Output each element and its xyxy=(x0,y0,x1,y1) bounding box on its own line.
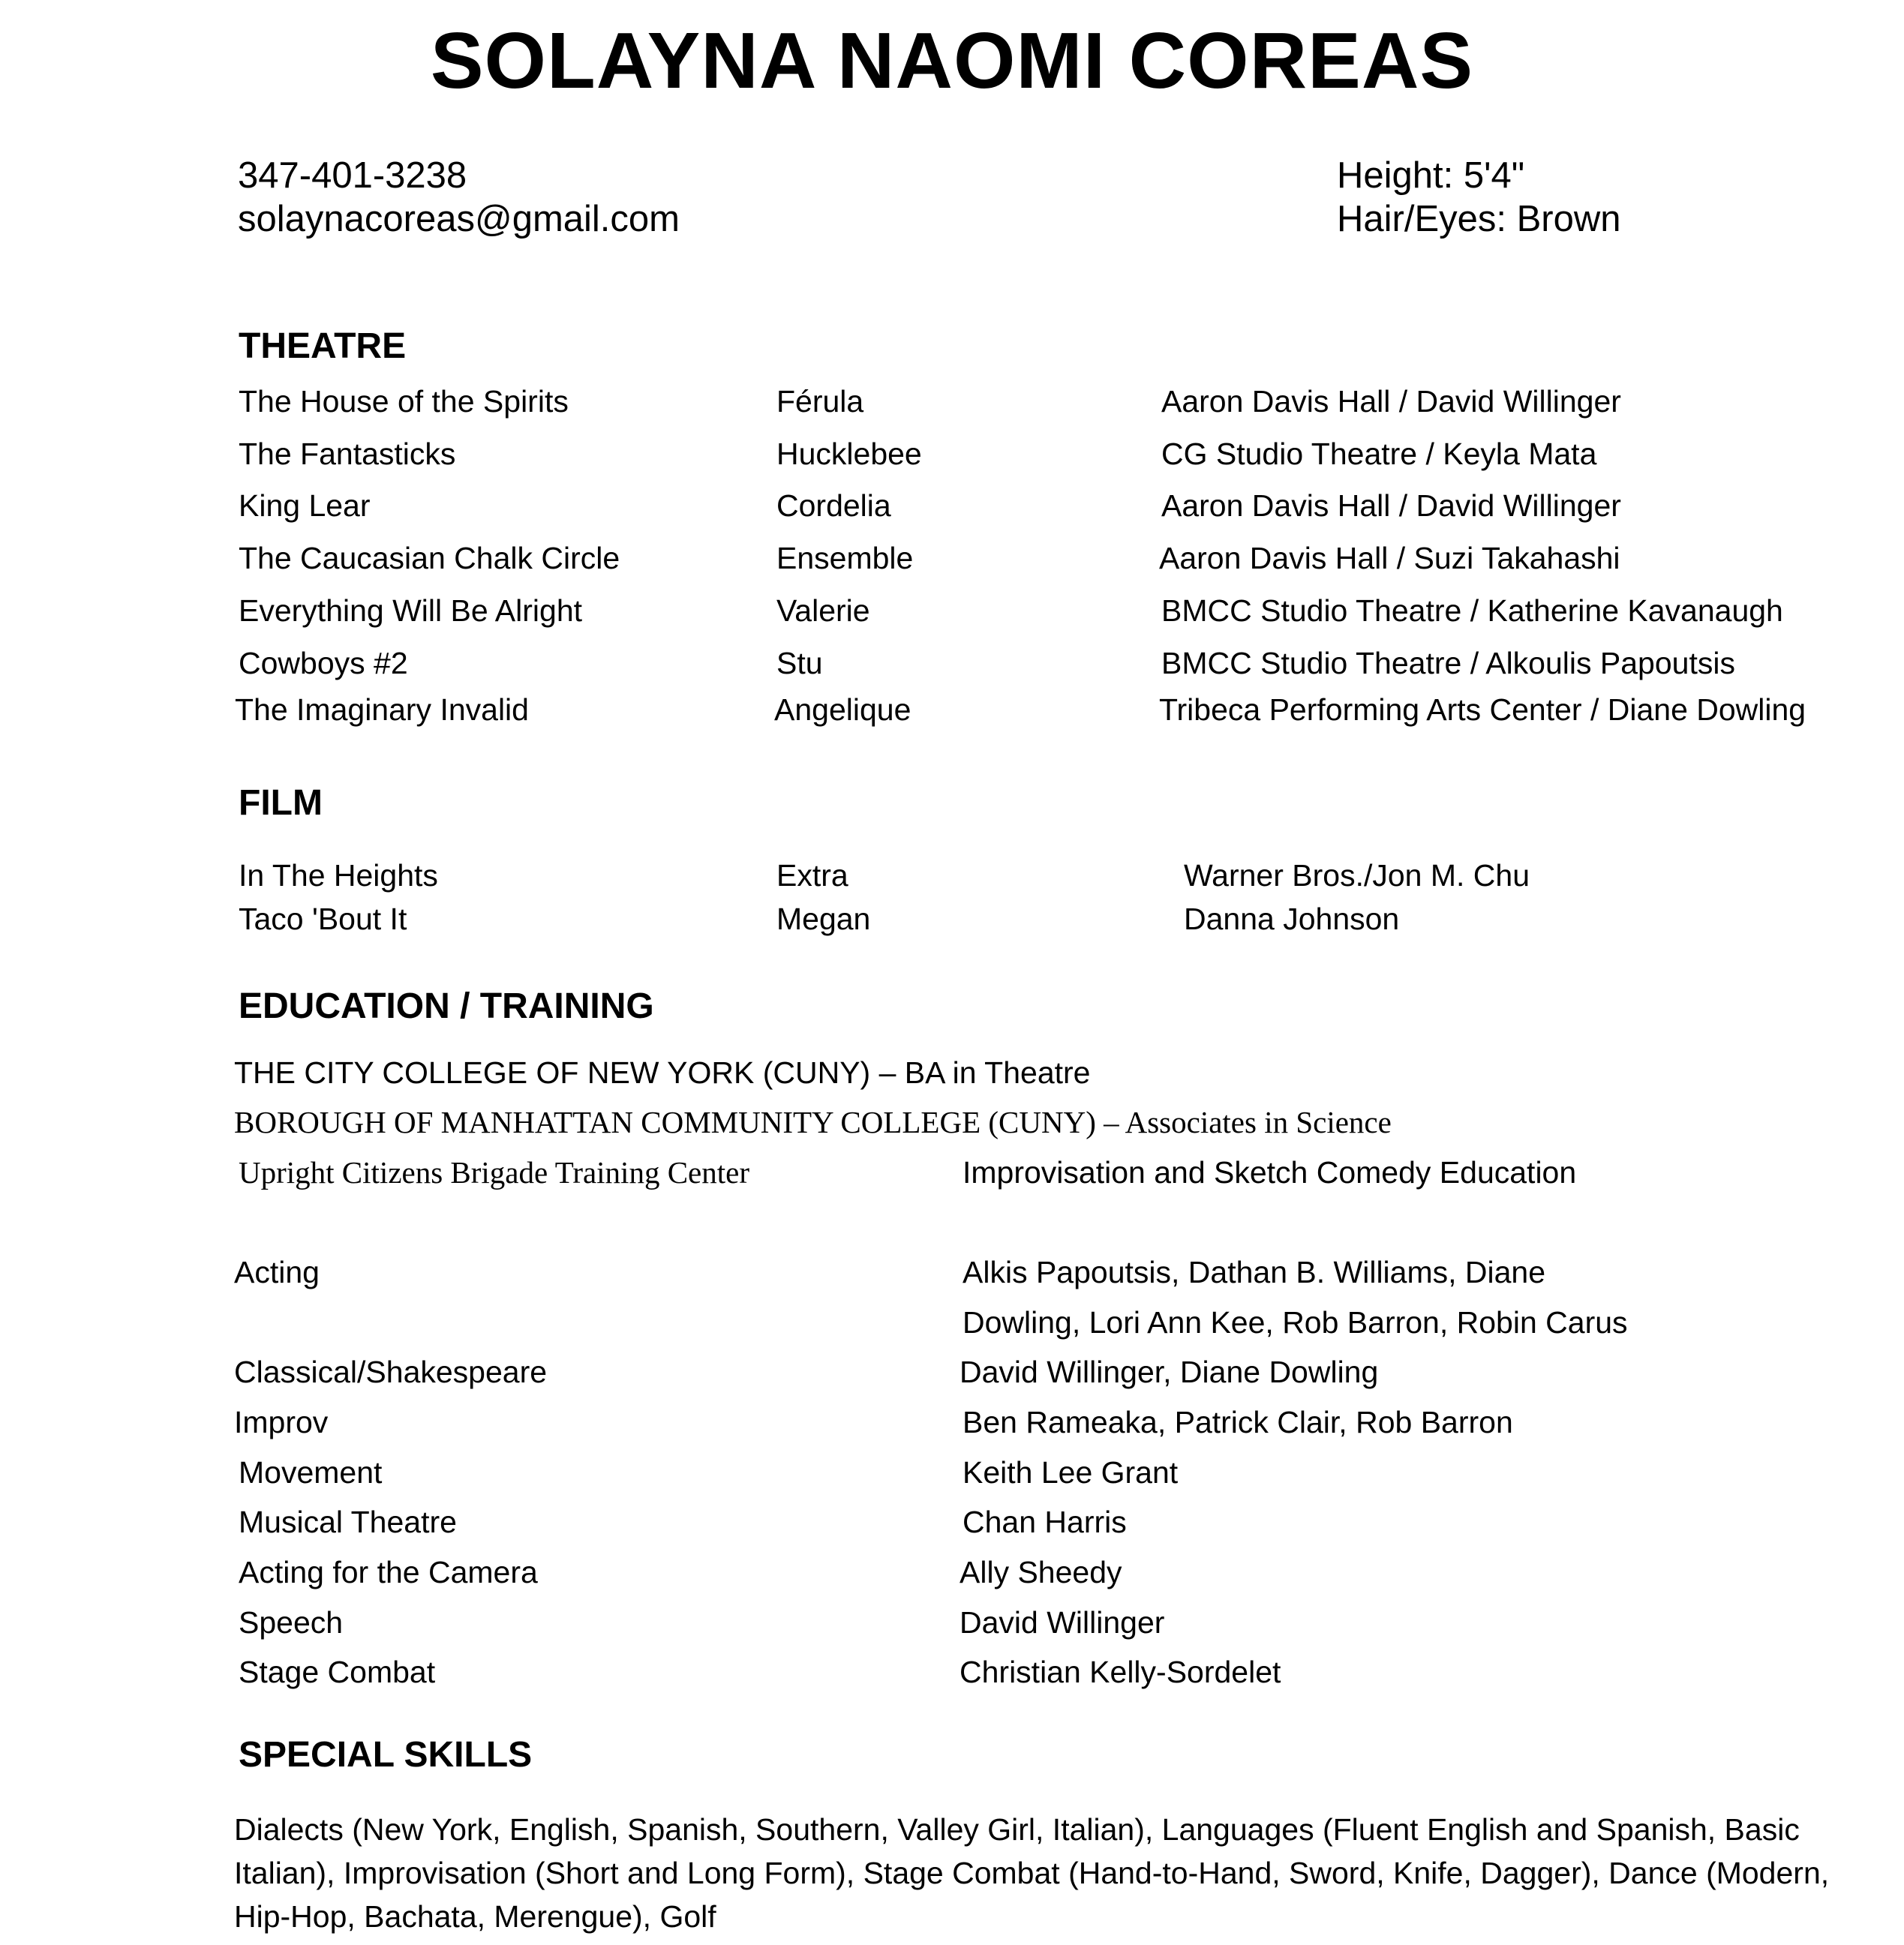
education-row xyxy=(0,1054,1904,1091)
theatre-venue: CG Studio Theatre / Keyla Mata xyxy=(1161,437,1597,471)
training-row xyxy=(0,1503,1904,1541)
theatre-show: The House of the Spirits xyxy=(239,384,569,419)
email-address: solaynacoreas@gmail.com xyxy=(238,199,680,239)
education-row xyxy=(0,1103,1904,1141)
hair-eyes-stat: Hair/Eyes: Brown xyxy=(1337,199,1621,239)
film-title: In The Heights xyxy=(239,858,438,893)
training-row xyxy=(0,1253,1904,1291)
theatre-venue: Tribeca Performing Arts Center / Diane Dowling xyxy=(1159,692,1806,727)
theatre-show: Everything Will Be Alright xyxy=(239,593,583,628)
theatre-show: The Fantasticks xyxy=(239,437,456,471)
training-subject: Speech xyxy=(239,1605,344,1640)
training-teachers: Dowling, Lori Ann Kee, Rob Barron, Robin Carus xyxy=(963,1305,1628,1340)
theatre-role: Stu xyxy=(776,646,823,680)
training-subject: Acting xyxy=(234,1255,320,1289)
physical-stats xyxy=(1337,154,1621,241)
training-subject: Acting for the Camera xyxy=(239,1555,538,1589)
training-row xyxy=(0,1454,1904,1491)
training-teachers: Christian Kelly-Sordelet xyxy=(960,1655,1281,1689)
film-role: Megan xyxy=(776,902,871,936)
skills-heading: SPECIAL SKILLS xyxy=(239,1735,533,1775)
theatre-role: Ensemble xyxy=(776,541,914,575)
theatre-row xyxy=(0,487,1904,524)
school-ucb-program: Improvisation and Sketch Comedy Education xyxy=(963,1155,1577,1190)
training-subject: Musical Theatre xyxy=(239,1505,457,1539)
theatre-show: King Lear xyxy=(239,488,371,523)
theatre-show: Cowboys #2 xyxy=(239,646,408,680)
film-row xyxy=(0,900,1904,938)
film-credit: Warner Bros./Jon M. Chu xyxy=(1184,858,1530,893)
training-row xyxy=(0,1403,1904,1441)
film-heading: FILM xyxy=(239,783,323,823)
education-row xyxy=(0,1154,1904,1191)
theatre-venue: Aaron Davis Hall / David Willinger xyxy=(1161,384,1621,419)
skills-text: Dialects (New York, English, Spanish, Southern, Valley Girl, Italian), Languages (Fluent English and Spanish, Basic Italian), Improvisation (Short and Long Form), Stage Combat (Hand-to-Hand, Sword, Knife, Dagger), Dance (Modern, Hip-Hop, Bachata, Merengue), Golf xyxy=(234,1812,1830,1934)
theatre-venue: Aaron Davis Hall / David Willinger xyxy=(1161,488,1621,523)
theatre-row xyxy=(0,644,1904,682)
height-stat: Height: 5'4" xyxy=(1337,155,1525,196)
theatre-role: Férula xyxy=(776,384,864,419)
film-title: Taco 'Bout It xyxy=(239,902,407,936)
training-teachers: David Willinger, Diane Dowling xyxy=(960,1355,1379,1389)
training-row xyxy=(0,1604,1904,1641)
training-teachers: David Willinger xyxy=(960,1605,1165,1640)
theatre-heading: THEATRE xyxy=(239,326,407,366)
training-row xyxy=(0,1353,1904,1391)
theatre-show: The Caucasian Chalk Circle xyxy=(239,541,620,575)
training-subject: Classical/Shakespeare xyxy=(234,1355,548,1389)
training-teachers: Ben Rameaka, Patrick Clair, Rob Barron xyxy=(963,1405,1513,1439)
contact-info xyxy=(238,154,680,241)
theatre-role: Cordelia xyxy=(776,488,891,523)
training-teachers: Chan Harris xyxy=(963,1505,1127,1539)
theatre-row xyxy=(0,592,1904,629)
phone-number: 347-401-3238 xyxy=(238,155,467,196)
school-bmcc: BOROUGH OF MANHATTAN COMMUNITY COLLEGE (CUNY) – Associates in Science xyxy=(234,1105,1392,1139)
theatre-row xyxy=(0,435,1904,473)
school-ccny: THE CITY COLLEGE OF NEW YORK (CUNY) – BA in Theatre xyxy=(234,1055,1091,1090)
theatre-role: Angelique xyxy=(774,692,911,727)
theatre-row xyxy=(0,691,1904,728)
education-heading: EDUCATION / TRAINING xyxy=(239,986,654,1026)
actor-name: SOLAYNA NAOMI COREAS xyxy=(430,17,1474,105)
training-row xyxy=(0,1553,1904,1591)
theatre-role: Valerie xyxy=(776,593,870,628)
film-row xyxy=(0,857,1904,894)
training-subject: Stage Combat xyxy=(239,1655,436,1689)
theatre-row xyxy=(0,383,1904,420)
theatre-row xyxy=(0,539,1904,577)
theatre-show: The Imaginary Invalid xyxy=(235,692,529,727)
training-teachers: Alkis Papoutsis, Dathan B. Williams, Diane xyxy=(963,1255,1546,1289)
theatre-role: Hucklebee xyxy=(776,437,922,471)
training-subject: Movement xyxy=(239,1455,383,1490)
theatre-venue: BMCC Studio Theatre / Katherine Kavanaugh xyxy=(1161,593,1783,628)
school-ucb: Upright Citizens Brigade Training Center xyxy=(239,1155,749,1190)
training-teachers: Keith Lee Grant xyxy=(963,1455,1179,1490)
training-teachers: Ally Sheedy xyxy=(960,1555,1122,1589)
training-subject: Improv xyxy=(234,1405,329,1439)
training-row-continued xyxy=(0,1304,1904,1341)
theatre-venue: Aaron Davis Hall / Suzi Takahashi xyxy=(1159,541,1620,575)
film-credit: Danna Johnson xyxy=(1184,902,1400,936)
film-role: Extra xyxy=(776,858,848,893)
training-row xyxy=(0,1653,1904,1691)
theatre-venue: BMCC Studio Theatre / Alkoulis Papoutsis xyxy=(1161,646,1735,680)
